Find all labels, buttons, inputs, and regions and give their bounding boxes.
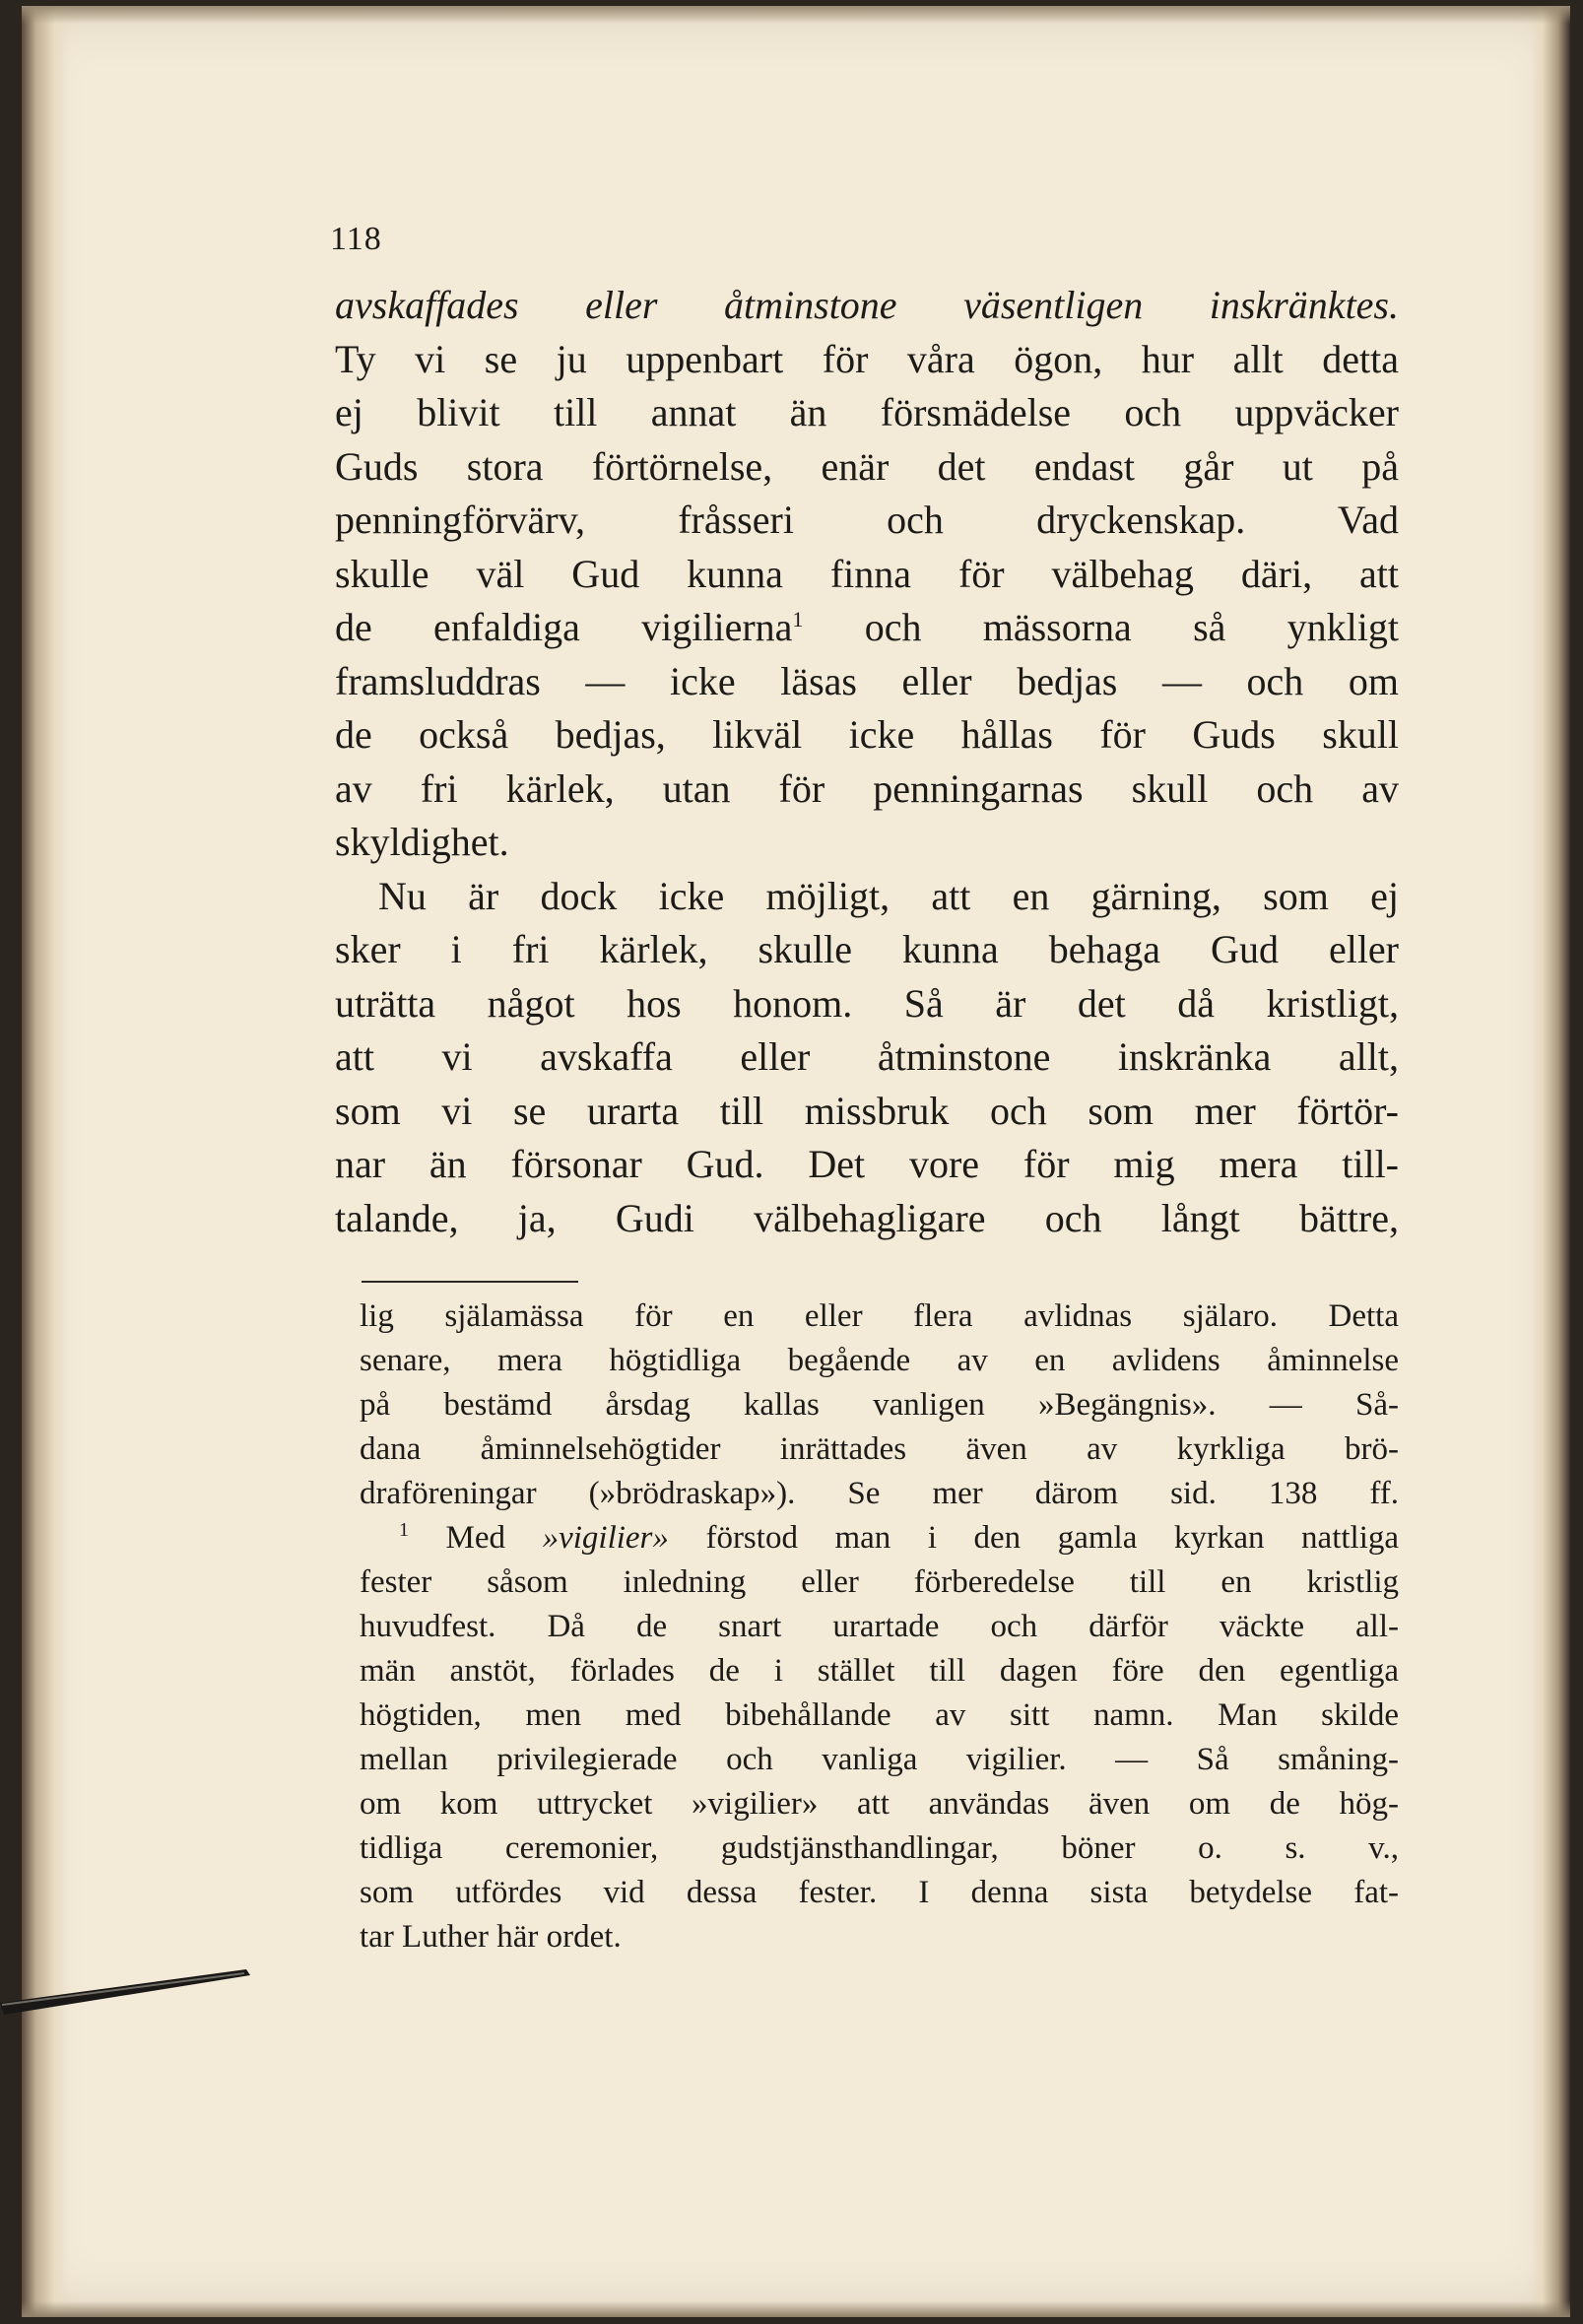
footnote-line: om kom uttrycket »vigilier» att användas även om de hög- xyxy=(360,1786,1399,1822)
footnote-rule xyxy=(362,1281,578,1283)
body-line: framsluddras — icke läsas eller bedjas — och om xyxy=(335,658,1399,703)
footnote-line: draföreningar (»brödraskap»). Se mer därom sid. 138 ff. xyxy=(360,1476,1399,1511)
bookmark-ribbon xyxy=(0,1965,256,2025)
body-line: av fri kärlek, utan för penningarnas skull och av xyxy=(335,765,1399,811)
page-edge-right xyxy=(1531,6,1570,2317)
footnote-reference: 1 xyxy=(792,607,804,631)
footnote-line-part: förstod man i den gamla kyrkan nattliga xyxy=(705,1520,1400,1556)
body-line: skyldighet. xyxy=(335,820,509,864)
footnote-line: tidliga ceremonier, gudstjänsthandlingar, böner o. s. v., xyxy=(360,1830,1399,1866)
body-line: nar än försonar Gud. Det vore för mig mera till- xyxy=(335,1142,1399,1186)
page-number: 118 xyxy=(330,221,382,257)
footnote-line: tar Luther här ordet. xyxy=(360,1919,622,1955)
body-line-part: de enfaldiga vigilierna xyxy=(335,605,793,649)
body-line: som vi se urarta till missbruk och som mer förtör- xyxy=(335,1088,1399,1133)
footnote-line: som utfördes vid dessa fester. I denna sista betydelse fat- xyxy=(360,1875,1399,1910)
footnote-line: mellan privilegierade och vanliga vigilier. — Så småning- xyxy=(360,1742,1399,1777)
body-line: penningförvärv, fråsseri och dryckenskap. Vad xyxy=(335,498,1399,542)
page-edge-bottom xyxy=(22,2301,1570,2317)
footnote-line: högtiden, men med bibehållande av sitt namn. Man skilde xyxy=(360,1697,1399,1733)
footnote-term: »vigilier» xyxy=(542,1520,669,1556)
footnote-line-part: Med xyxy=(445,1520,506,1556)
body-line: Guds stora förtörnelse, enär det endast går ut på xyxy=(335,443,1399,489)
footnote-line: huvudfest. Då de snart urartade och därför väckte all- xyxy=(360,1609,1399,1644)
body-line: avskaffades eller åtminstone väsentligen inskränktes. xyxy=(335,283,1399,327)
footnote-line: på bestämd årsdag kallas vanligen »Begängnis». — Så- xyxy=(360,1387,1399,1423)
body-line: talande, ja, Gudi välbehagligare och långt bättre, xyxy=(335,1195,1399,1240)
footnote-marker: 1 xyxy=(399,1519,409,1541)
body-line-with-footnote-ref xyxy=(335,601,1399,655)
body-line-part: och mässorna så ynkligt xyxy=(864,605,1400,649)
footnote-line: fester såsom inledning eller förberedelse till en kristlig xyxy=(360,1564,1399,1600)
footnote-line-with-marker xyxy=(360,1516,1399,1560)
body-line: uträtta något hos honom. Så är det då kristligt, xyxy=(335,980,1399,1026)
body-line: skulle väl Gud kunna finna för välbehag däri, att xyxy=(335,551,1399,596)
footnote-line: senare, mera högtidliga begående av en avlidens åminnelse xyxy=(360,1343,1399,1378)
footnote-line: dana åminnelsehögtider inrättades även av kyrkliga brö- xyxy=(360,1431,1399,1467)
page-edge-top xyxy=(22,6,1570,24)
footnote-line: lig själamässa för en eller flera avlidnas själaro. Detta xyxy=(360,1298,1399,1334)
body-line: Ty vi se ju uppenbart för våra ögon, hur allt detta xyxy=(335,336,1399,381)
footnote-line: män anstöt, förlades de i stället till dagen före den egentliga xyxy=(360,1653,1399,1689)
footnotes xyxy=(360,1295,1399,1959)
body-line: de också bedjas, likväl icke hållas för Guds skull xyxy=(335,712,1399,757)
body-line: ej blivit till annat än försmädelse och uppväcker xyxy=(335,390,1399,434)
body-text xyxy=(335,279,1399,1245)
body-line: att vi avskaffa eller åtminstone inskränka allt, xyxy=(335,1034,1399,1079)
body-line: sker i fri kärlek, skulle kunna behaga Gud eller xyxy=(335,927,1399,971)
body-line: Nu är dock icke möjligt, att en gärning, som ej xyxy=(378,873,1399,918)
